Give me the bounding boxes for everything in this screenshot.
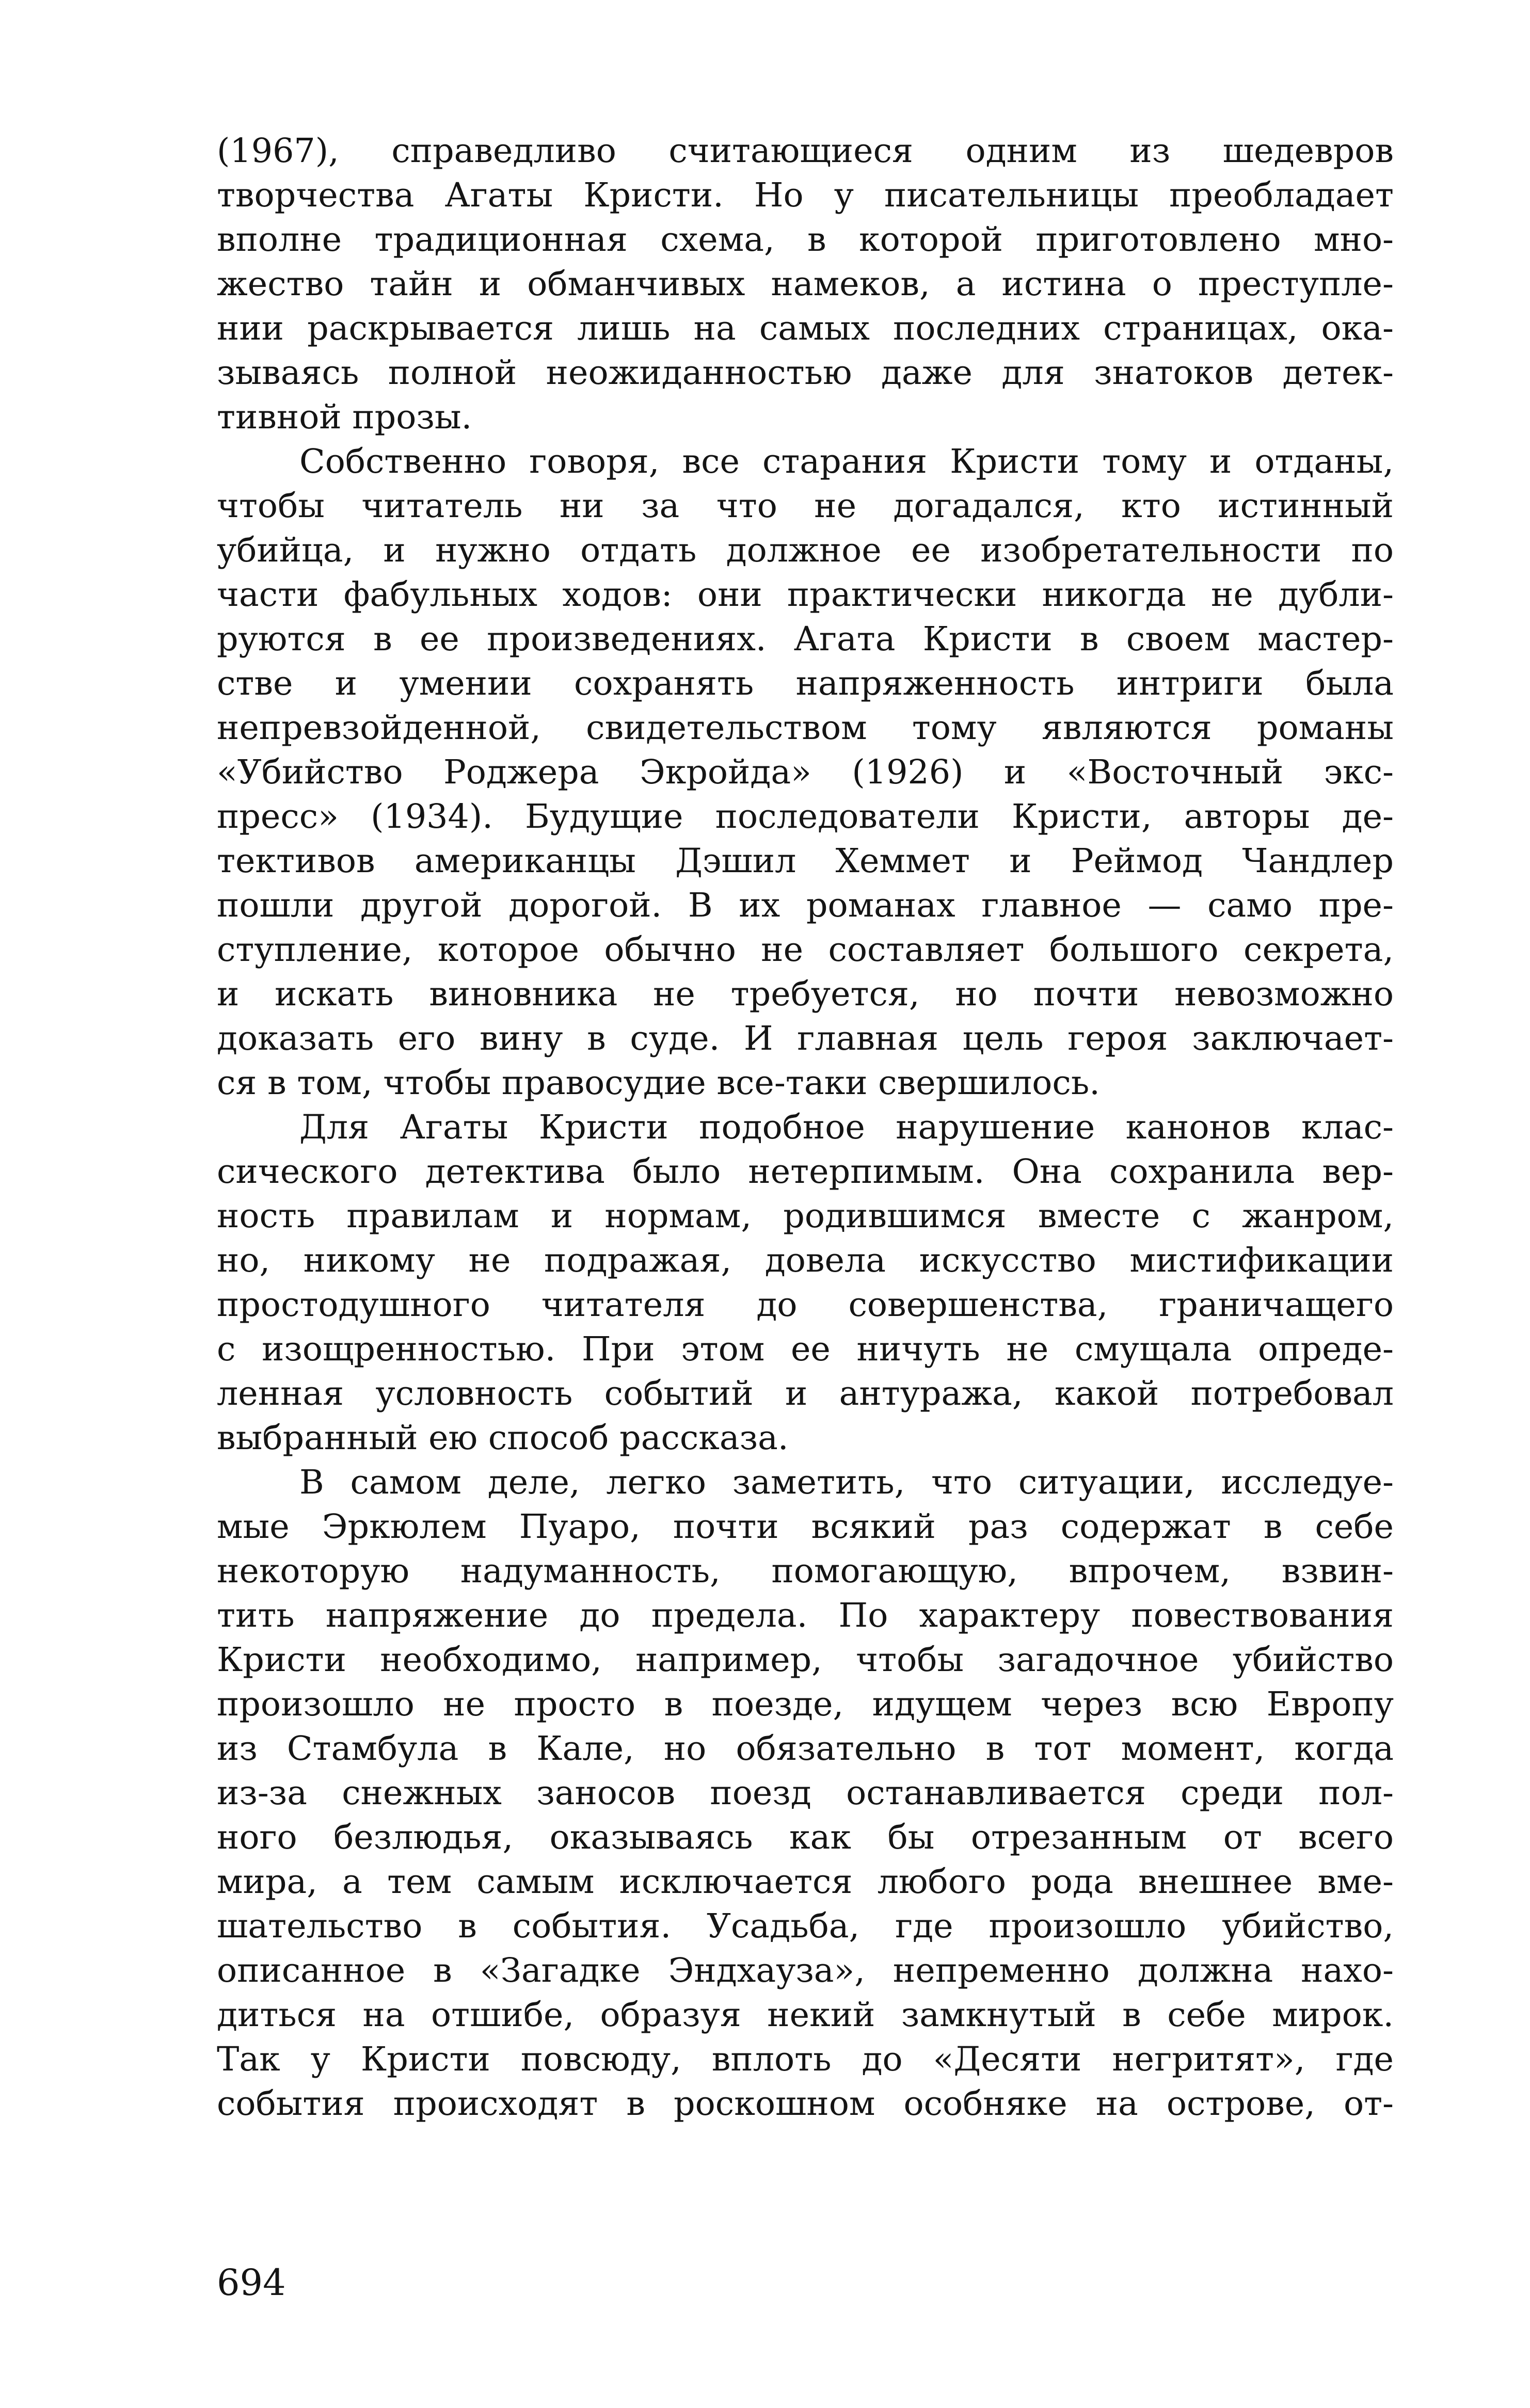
- text-line: Для Агаты Кристи подобное нарушение канонов клас-: [299, 1108, 1394, 1147]
- text-line: руются в ее произведениях. Агата Кристи в своем мастер-: [217, 620, 1394, 659]
- text-line: тить напряжение до предела. По характеру повествования: [217, 1596, 1394, 1635]
- text-line: доказать его вину в суде. И главная цель героя заключает-: [217, 1019, 1394, 1058]
- text-line: жество тайн и обманчивых намеков, а истина о преступле-: [217, 265, 1394, 303]
- text-line: с изощренностью. При этом ее ничуть не смущала опреде-: [217, 1330, 1394, 1369]
- text-line: В самом деле, легко заметить, что ситуации, исследуе-: [299, 1463, 1394, 1502]
- text-line: и искать виновника не требуется, но почти невозможно: [217, 975, 1394, 1014]
- text-line: мира, а тем самым исключается любого рода внешнее вме-: [217, 1863, 1394, 1901]
- text-line: тивной прозы.: [217, 398, 472, 437]
- text-line: вполне традиционная схема, в которой приготовлено мно-: [217, 220, 1394, 259]
- text-line: убийца, и нужно отдать должное ее изобретательности по: [217, 531, 1394, 570]
- text-line: сического детектива было нетерпимым. Она сохранила вер-: [217, 1152, 1394, 1191]
- text-line: ленная условность событий и антуража, какой потребовал: [217, 1374, 1394, 1413]
- text-line: (1967), справедливо считающиеся одним из шедевров: [217, 132, 1394, 170]
- text-line: пошли другой дорогой. В их романах главное — само пре-: [217, 886, 1394, 925]
- text-line: мые Эркюлем Пуаро, почти всякий раз содержат в себе: [217, 1507, 1394, 1546]
- text-line: непревзойденной, свидетельством тому являются романы: [217, 709, 1394, 747]
- body-text: [217, 129, 1394, 2126]
- text-line: стве и умении сохранять напряженность интриги была: [217, 664, 1394, 703]
- text-line: творчества Агаты Кристи. Но у писательницы преобладает: [217, 176, 1394, 215]
- text-line: пресс» (1934). Будущие последователи Кристи, авторы де-: [217, 797, 1394, 836]
- text-line: простодушного читателя до совершенства, граничащего: [217, 1286, 1394, 1324]
- text-line: из-за снежных заносов поезд останавливается среди пол-: [217, 1774, 1394, 1812]
- text-line: нии раскрывается лишь на самых последних страницах, ока-: [217, 309, 1394, 348]
- text-line: выбранный ею способ рассказа.: [217, 1419, 789, 1457]
- text-line: части фабульных ходов: они практически никогда не дубли-: [217, 575, 1394, 614]
- text-line: но, никому не подражая, довела искусство мистификации: [217, 1241, 1394, 1280]
- text-line: ного безлюдья, оказываясь как бы отрезанным от всего: [217, 1818, 1394, 1857]
- text-line: из Стамбула в Кале, но обязательно в тот момент, когда: [217, 1729, 1394, 1768]
- text-line: «Убийство Роджера Экройда» (1926) и «Восточный экс-: [217, 753, 1394, 792]
- text-line: произошло не просто в поезде, идущем через всю Европу: [217, 1685, 1394, 1724]
- text-line: события происходят в роскошном особняке на острове, от-: [217, 2084, 1394, 2123]
- text-line: шательство в события. Усадьба, где произошло убийство,: [217, 1907, 1394, 1946]
- text-line: Так у Кристи повсюду, вплоть до «Десяти негритят», где: [217, 2040, 1394, 2079]
- text-line: ся в том, чтобы правосудие все-таки свершилось.: [217, 1064, 1100, 1102]
- text-line: ступление, которое обычно не составляет большого секрета,: [217, 930, 1394, 969]
- text-line: описанное в «Загадке Эндхауза», непременно должна нахо-: [217, 1951, 1394, 1990]
- text-line: зываясь полной неожиданностью даже для знатоков детек-: [217, 354, 1394, 392]
- text-line: Собственно говоря, все старания Кристи тому и отданы,: [299, 442, 1394, 481]
- text-line: ность правилам и нормам, родившимся вместе с жанром,: [217, 1197, 1394, 1235]
- page-number: 694: [217, 2261, 286, 2304]
- text-line: некоторую надуманность, помогающую, впрочем, взвин-: [217, 1552, 1394, 1591]
- text-line: диться на отшибе, образуя некий замкнутый в себе мирок.: [217, 1996, 1394, 2034]
- text-line: чтобы читатель ни за что не догадался, кто истинный: [217, 487, 1394, 525]
- text-line: Кристи необходимо, например, чтобы загадочное убийство: [217, 1641, 1394, 1679]
- text-line: тективов американцы Дэшил Хеммет и Реймод Чандлер: [217, 842, 1394, 880]
